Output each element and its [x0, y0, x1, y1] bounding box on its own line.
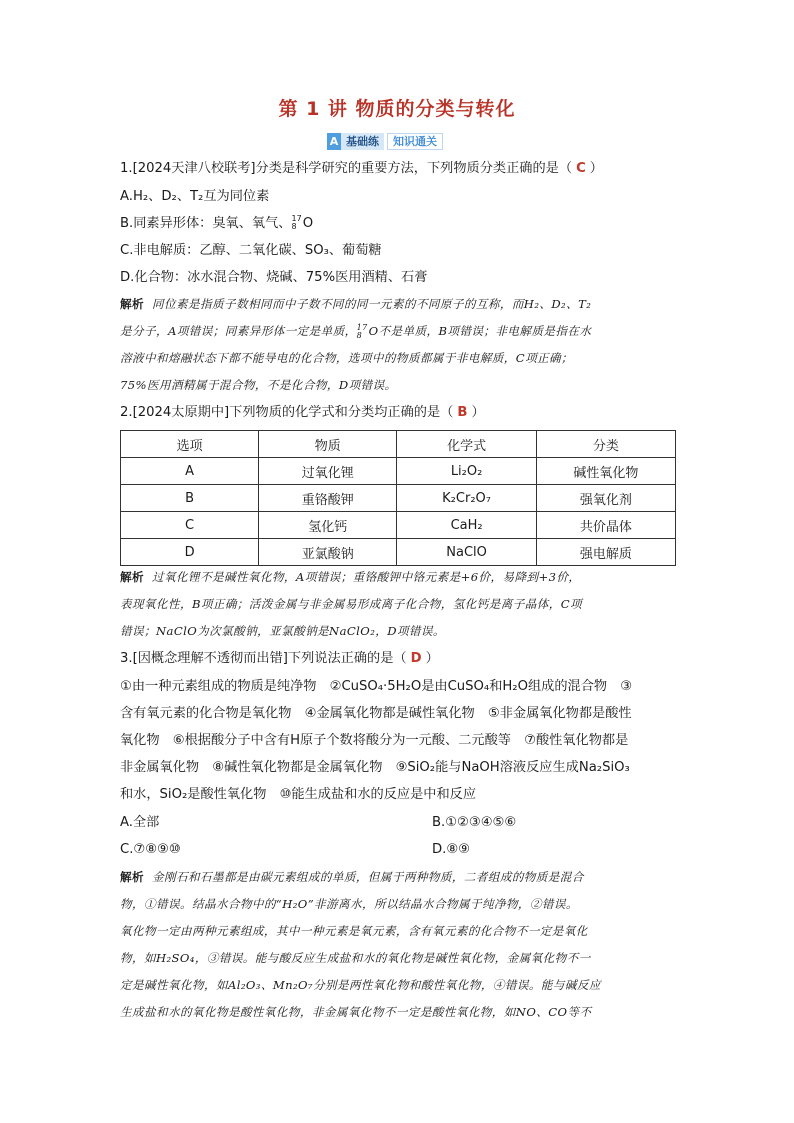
table-cell: 氢化钙 [259, 512, 397, 539]
badge-label-knowledge: 知识通关 [387, 133, 443, 150]
q3-explanation-line: 物，如H₂SO₄，③错误。能与酸反应生成盐和水的氧化物是碱性氧化物，金属氧化物不一 [120, 951, 591, 965]
table-cell: D [121, 539, 259, 566]
table-row [121, 485, 676, 512]
badge-letter: A [327, 133, 341, 150]
table-cell: 过氧化锂 [259, 458, 397, 485]
q2-explanation-line: 错误；NaClO为次氯酸钠，亚氯酸钠是NaClO₂，D项错误。 [120, 624, 445, 638]
q3-statement-line: 非金属氧化物 ⑧碱性氧化物都是金属氧化物 ⑨SiO₂能与NaOH溶液反应生成Na₂SiO₃ [120, 760, 630, 775]
q3-answer: D [410, 651, 422, 666]
explanation-label: 解析 [120, 297, 144, 311]
q3-statement-line: 含有氧元素的化合物是氧化物 ④金属氧化物都是碱性氧化物 ⑤非金属氧化物都是酸性 [120, 706, 632, 721]
table-header-cell: 选项 [121, 431, 259, 458]
q1-answer: C [576, 161, 586, 176]
table-cell: 共价晶体 [536, 512, 675, 539]
table-cell: Li₂O₂ [397, 458, 536, 485]
badge-label-basic: 基础练 [341, 133, 384, 150]
page-title: 第 1 讲 物质的分类与转化 [278, 98, 516, 120]
q3-explanation-line: 氧化物一定由两种元素组成，其中一种元素是氧元素，含有氧元素的化合物不一定是氧化 [120, 924, 588, 938]
q3-option-d: D.⑧⑨ [432, 842, 470, 857]
q1-explanation-line: 75%医用酒精属于混合物，不是化合物，D项错误。 [120, 378, 397, 392]
table-cell: C [121, 512, 259, 539]
q3-explanation-line: 解析 金刚石和石墨都是由碳元素组成的单质，但属于两种物质，二者组成的物质是混合 [120, 870, 584, 884]
q1-explanation-line: 溶液中和熔融状态下都不能导电的化合物，选项中的物质都属于非电解质，C项正确； [120, 351, 574, 365]
q3-statement-line: 和水，SiO₂是酸性氧化物 ⑩能生成盐和水的反应是中和反应 [120, 787, 477, 802]
q2-explanation-line: 表现氧化性，B项正确；活泼金属与非金属易形成离子化合物，氢化钙是离子晶体，C项 [120, 597, 582, 611]
table-header-cell: 分类 [536, 431, 675, 458]
table-cell: 强氧化剂 [536, 485, 675, 512]
q1-stem: 1.[2024天津八校联考]分类是科学研究的重要方法，下列物质分类正确的是（ C ） [120, 161, 603, 176]
q2-answer: B [457, 405, 468, 420]
explanation-label: 解析 [120, 870, 144, 884]
q2-stem: 2.[2024太原期中]下列物质的化学式和分类均正确的是（ B ） [120, 405, 485, 420]
q3-option-c: C.⑦⑧⑨⑩ [120, 842, 181, 857]
q3-explanation-line: 定是碱性氧化物，如Al₂O₃、Mn₂O₇分别是两性氧化物和酸性氧化物，④错误。能与碱反应 [120, 978, 601, 992]
table-cell: NaClO [397, 539, 536, 566]
q2-explanation-line: 解析 过氧化锂不是碱性氧化物，A项错误；重铬酸钾中铬元素是+6价，易降到+3价， [120, 570, 581, 584]
q1-option-b: B.同素异形体：臭氧、氧气、 17 8 O [120, 214, 314, 231]
q3-statement-line: ①由一种元素组成的物质是纯净物 ②CuSO₄·5H₂O是由CuSO₄和H₂O组成的混合物 ③ [120, 679, 633, 694]
section-badge [327, 133, 443, 150]
q3-option-b: B.①②③④⑤⑥ [432, 815, 517, 830]
table-header-cell: 化学式 [397, 431, 536, 458]
q1-option-a: A.H₂、D₂、T₂互为同位素 [120, 189, 270, 204]
q3-explanation-line: 生成盐和水的氧化物是酸性氧化物，非金属氧化物不一定是酸性氧化物，如NO、CO等不 [120, 1005, 592, 1019]
q3-stem: 3.[因概念理解不透彻而出错]下列说法正确的是（ D ） [120, 651, 439, 666]
table-header-row [121, 431, 676, 458]
q3-explanation-line: 物，①错误。结晶水合物中的“H₂O”非游离水，所以结晶水合物属于纯净物，②错误。 [120, 897, 578, 911]
table-cell: 重铬酸钾 [259, 485, 397, 512]
table-header-cell: 物质 [259, 431, 397, 458]
q3-options-row [120, 814, 680, 832]
explanation-label: 解析 [120, 570, 144, 584]
q3-option-a: A.全部 [120, 815, 160, 830]
table-cell: 碱性氧化物 [536, 458, 675, 485]
table-cell: B [121, 485, 259, 512]
q1-option-c: C.非电解质：乙醇、二氧化碳、SO₃、葡萄糖 [120, 243, 382, 258]
table-row [121, 458, 676, 485]
q3-options-row [120, 841, 680, 859]
table-cell: A [121, 458, 259, 485]
q1-explanation-line: 是分子，A项错误；同素异形体一定是单质， 17 8 O不是单质，B项错误；非电解质是指在水 [120, 323, 592, 340]
q3-statement-line: 氧化物 ⑥根据酸分子中含有H原子个数将酸分为一元酸、二元酸等 ⑦酸性氧化物都是 [120, 733, 629, 748]
table-cell: CaH₂ [397, 512, 536, 539]
q2-options-table [120, 430, 676, 566]
table-cell: 强电解质 [536, 539, 675, 566]
table-cell: K₂Cr₂O₇ [397, 485, 536, 512]
table-row [121, 539, 676, 566]
table-cell: 亚氯酸钠 [259, 539, 397, 566]
table-row [121, 512, 676, 539]
q1-explanation-line: 解析 同位素是指质子数相同而中子数不同的同一元素的不同原子的互称，而H₂、D₂、T₂ [120, 297, 592, 311]
q1-option-d: D.化合物：冰水混合物、烧碱、75%医用酒精、石膏 [120, 270, 428, 285]
